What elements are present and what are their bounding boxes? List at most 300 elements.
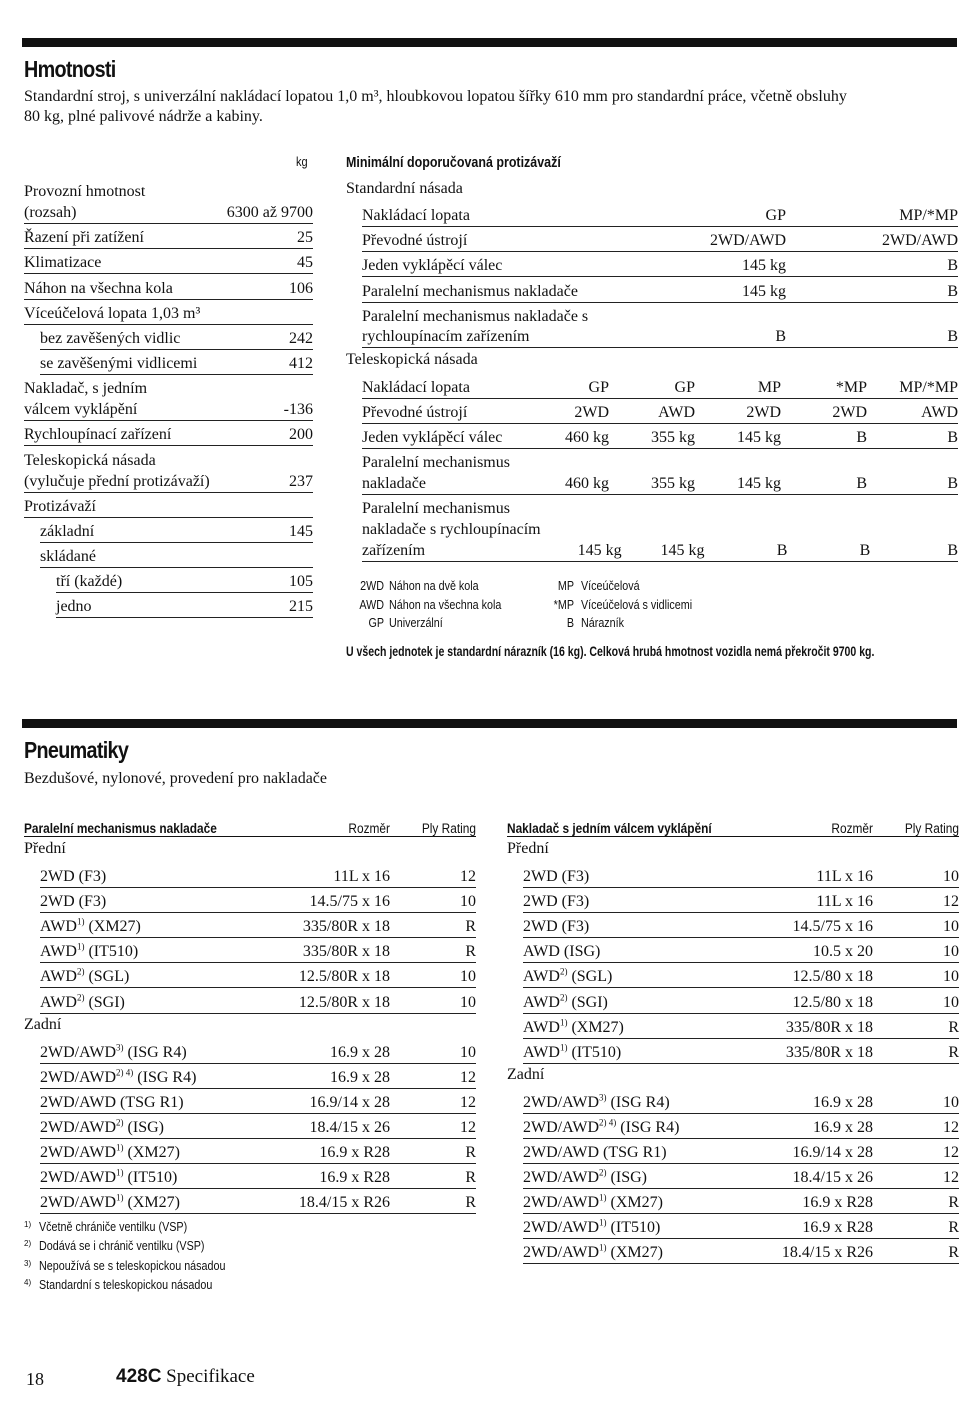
- counterweight-row: [362, 280, 958, 303]
- footnote-key: 3): [24, 1258, 32, 1268]
- counterweight-note: U všech jednotek je standardní nárazník (16 kg). Celková hrubá hmotnost vozidla nemá překročit 9700 kg.: [346, 644, 875, 659]
- telescopic-cell: MP/*MP: [899, 379, 958, 396]
- label-line: Paralelní mechanismus nakladače: [362, 283, 578, 300]
- tires-subtitle: Bezdušové, nylonové, provedení pro nakladače: [24, 770, 328, 787]
- tire-name-suffix: (SGI): [84, 993, 125, 1011]
- tire-name-suffix: (XM27): [123, 1144, 180, 1161]
- tire-row: [40, 915, 476, 938]
- tire-name: [40, 917, 240, 937]
- tire-row: [40, 1166, 476, 1189]
- tire-name: [523, 967, 723, 987]
- tire-name-base: AWD: [523, 1018, 560, 1036]
- gp-value: 145 kg: [742, 257, 786, 274]
- tire-row: [40, 1116, 476, 1139]
- tire-name-suffix: (SGL): [567, 968, 613, 986]
- footnote-text: Včetně chrániče ventilku (VSP): [39, 1220, 188, 1234]
- weights-row-label: Teleskopická násada: [24, 452, 156, 469]
- tire-name: [523, 917, 723, 937]
- telescopic-row-label: [362, 427, 525, 448]
- footnote-text: Standardní s teleskopickou násadou: [39, 1277, 213, 1292]
- label-line: Jeden vyklápěcí válec: [362, 257, 503, 274]
- tire-name-base: 2WD/AWD: [40, 1118, 117, 1136]
- weights-row-label: Náhon na všechna kola: [24, 280, 173, 297]
- ply-rating: 10: [943, 943, 959, 961]
- footnote-ref: 2): [559, 967, 568, 978]
- footnote-ref: 1): [76, 916, 85, 927]
- footer-title: [116, 1366, 255, 1388]
- telescopic-cell: B: [856, 429, 867, 446]
- weights-row: [56, 570, 313, 593]
- tire-name-suffix: (XM27): [606, 1194, 663, 1212]
- ply-rating: 12: [943, 1169, 959, 1187]
- weights-row: [24, 377, 313, 399]
- size-column-header: Rozměr: [348, 821, 390, 836]
- tire-row: [523, 865, 959, 888]
- ply-rating: 10: [943, 1093, 959, 1111]
- mp-value: 2WD/AWD: [881, 232, 958, 249]
- legend-value: Univerzální: [389, 616, 443, 630]
- tire-name: [523, 1093, 723, 1113]
- tire-size: 16.9 x R28: [802, 1219, 873, 1237]
- weights-row-label: jedno: [56, 598, 92, 615]
- tire-table-title: Paralelní mechanismus nakladače: [24, 821, 217, 836]
- counterweight-row-label: [362, 256, 686, 276]
- telescopic-cell: 355 kg: [651, 429, 695, 446]
- tire-row: [40, 965, 476, 988]
- footnote-ref: 1): [599, 1192, 607, 1203]
- weights-row-label: bez zavěšených vidlic: [40, 330, 181, 347]
- tire-name: [523, 1018, 723, 1038]
- telescopic-cell: *MP: [835, 379, 867, 396]
- size-column-header: Rozměr: [831, 821, 873, 836]
- counterweight-row: [362, 229, 958, 252]
- telescopic-cell: 145 kg: [577, 542, 622, 559]
- footnote-ref: 3): [116, 1042, 124, 1053]
- tire-name: [40, 967, 240, 987]
- telescopic-cell: AWD: [658, 404, 695, 421]
- tire-name-suffix: (IT510): [123, 1169, 178, 1187]
- tire-name-base: AWD: [40, 943, 77, 961]
- footnote-text: Nepoužívá se s teleskopickou násadou: [39, 1258, 226, 1273]
- tire-size: 16.9 x 28: [330, 1043, 390, 1061]
- tire-name-suffix: (SGL): [84, 968, 130, 986]
- tire-name-base: 2WD/AWD: [40, 1068, 117, 1086]
- tire-row: [40, 1091, 476, 1114]
- weights-row: [24, 201, 313, 224]
- gp-value: GP: [765, 207, 786, 224]
- tire-name: [523, 892, 723, 912]
- telescopic-cell: B: [856, 475, 867, 492]
- weights-row: [24, 495, 313, 518]
- label-line: Převodné ústrojí: [362, 404, 468, 421]
- tire-name: [523, 1193, 723, 1213]
- ply-rating: R: [948, 1194, 959, 1212]
- tire-row: [40, 1041, 476, 1064]
- tire-size: 16.9 x R28: [319, 1169, 390, 1187]
- weights-row-value: 412: [289, 355, 313, 372]
- tire-name-base: 2WD/AWD: [40, 1043, 117, 1061]
- tire-name-base: AWD: [40, 993, 77, 1011]
- telescopic-cell: B: [947, 542, 958, 559]
- ply-rating: 12: [943, 1144, 959, 1161]
- weights-row: [24, 423, 313, 446]
- tire-name-suffix: (ISG): [123, 1118, 164, 1136]
- ply-rating: R: [465, 1194, 476, 1212]
- tire-row: [523, 1041, 959, 1064]
- weights-row: [40, 352, 313, 375]
- page-number: 18: [26, 1369, 44, 1389]
- tire-name-suffix: (SGI): [567, 993, 608, 1011]
- telescopic-row: [362, 376, 958, 399]
- telescopic-row: [362, 497, 958, 562]
- tire-name-base: 2WD/AWD (TSG R1): [40, 1093, 184, 1111]
- tire-name: [523, 1143, 723, 1163]
- tire-name: [40, 1168, 240, 1188]
- ply-rating: 10: [943, 968, 959, 986]
- tires-heading: Pneumatiky: [24, 737, 129, 763]
- weights-row-label: Nakladač, s jedním: [24, 380, 148, 397]
- telescopic-cell: GP: [674, 379, 695, 396]
- ply-rating: 10: [460, 993, 476, 1011]
- footnote-ref: 1): [599, 1243, 607, 1254]
- footnote-ref: 1): [116, 1192, 124, 1203]
- weights-row-label: Řazení při zatížení: [24, 229, 144, 246]
- telescopic-cell: 460 kg: [565, 429, 609, 446]
- tire-name: [523, 1043, 723, 1063]
- ply-rating: R: [465, 918, 476, 936]
- ply-rating: R: [948, 1018, 959, 1036]
- tire-row: [523, 1091, 959, 1114]
- legend-value: Víceúčelová: [581, 579, 640, 593]
- tire-name: [40, 942, 240, 962]
- weights-row-value: 237: [289, 473, 313, 490]
- ply-rating: 12: [460, 868, 476, 885]
- telescopic-row: [362, 426, 958, 449]
- weights-row-value: 6300 až 9700: [226, 204, 313, 221]
- ply-rating: R: [948, 1244, 959, 1262]
- tire-name-base: AWD: [40, 968, 77, 986]
- legend-value: Nárazník: [581, 616, 625, 630]
- tire-name: [523, 1118, 723, 1138]
- front-heading: Přední: [24, 840, 66, 857]
- weights-row-value: 242: [289, 330, 313, 347]
- tire-table-title: Nakladač s jedním válcem vyklápění: [507, 821, 712, 836]
- ply-rating: 10: [460, 968, 476, 986]
- tire-row: [523, 965, 959, 988]
- telescopic-cell: B: [947, 429, 958, 446]
- tire-name: [523, 942, 723, 962]
- label-line: rychloupínacím zařízením: [362, 328, 530, 345]
- weights-row: [24, 226, 313, 249]
- tire-size: 12.5/80R x 18: [298, 968, 390, 986]
- tire-size: 16.9 x 28: [813, 1093, 873, 1111]
- rear-heading: Zadní: [507, 1065, 545, 1083]
- tire-size: 11L x 16: [816, 893, 873, 911]
- footnote-ref: 2): [116, 1117, 124, 1128]
- tire-size: 335/80R x 18: [785, 1018, 873, 1036]
- weights-row-value: 145: [289, 523, 313, 540]
- tire-name-suffix: (IT510): [84, 943, 139, 961]
- weights-row-label: Víceúčelová lopata 1,03 m³: [24, 305, 201, 322]
- telescopic-row-label: [362, 377, 525, 398]
- counterweight-row-label: [362, 206, 686, 226]
- tire-name-base: 2WD/AWD: [40, 1144, 117, 1161]
- tire-row: [40, 1191, 476, 1214]
- telescopic-cell: 2WD: [832, 404, 867, 421]
- footnote: [24, 1239, 231, 1253]
- ply-rating: 12: [460, 1118, 476, 1136]
- ply-rating: 10: [943, 918, 959, 936]
- telescopic-arm-heading: Teleskopická násada: [346, 351, 478, 368]
- weights-row: [24, 470, 313, 493]
- tire-name-base: 2WD/AWD: [523, 1169, 600, 1187]
- tire-name-base: AWD: [523, 1043, 560, 1061]
- footnote-key: 2): [24, 1239, 32, 1249]
- tire-name-suffix: (ISG R4): [133, 1068, 197, 1086]
- footnote-text: Dodává se i chránič ventilku (VSP): [39, 1239, 205, 1254]
- tire-row: [523, 991, 959, 1014]
- counterweight-row-label: [362, 231, 686, 251]
- tire-name: [40, 993, 240, 1013]
- tire-size: 335/80R x 18: [785, 1043, 873, 1061]
- weights-row-label: Provozní hmotnost: [24, 183, 146, 200]
- weights-row-value: 215: [289, 598, 313, 615]
- telescopic-cell: AWD: [921, 404, 958, 421]
- tire-name-suffix: (XM27): [123, 1194, 180, 1212]
- rear-heading: Zadní: [24, 1015, 62, 1033]
- counterweight-row: [362, 254, 958, 277]
- model-name: 428C: [116, 1366, 162, 1387]
- tire-name: [40, 1118, 240, 1138]
- top-rule: [22, 38, 957, 47]
- weights-row-value: 25: [297, 229, 313, 246]
- label-line: Paralelní mechanismus: [362, 454, 510, 471]
- tire-row: [523, 1116, 959, 1139]
- footnote-ref: 1): [599, 1217, 607, 1228]
- tire-size: 18.4/15 x R26: [298, 1194, 390, 1212]
- tire-size: 18.4/15 x R26: [781, 1244, 873, 1262]
- tire-size: 16.9 x R28: [319, 1144, 390, 1161]
- ply-rating: 12: [943, 1118, 959, 1136]
- legend-key: *MP: [553, 597, 574, 612]
- weights-row-value: 45: [297, 254, 313, 271]
- footnote-ref: 1): [76, 941, 85, 952]
- tire-name-base: 2WD (F3): [523, 868, 590, 885]
- standard-arm-heading: Standardní násada: [346, 180, 463, 197]
- telescopic-cell: MP: [757, 379, 781, 396]
- tire-name-suffix: (ISG): [606, 1169, 647, 1187]
- gp-value: 145 kg: [742, 283, 786, 300]
- front-heading: Přední: [507, 840, 549, 857]
- ply-rating: 10: [943, 993, 959, 1011]
- ply-rating: 10: [943, 868, 959, 885]
- telescopic-cell: GP: [588, 379, 609, 396]
- label-line: nakladače s rychloupínacím: [362, 521, 541, 538]
- tire-size: 11L x 16: [333, 868, 390, 885]
- tire-size: 18.4/15 x 26: [792, 1169, 873, 1187]
- tire-table-header: [507, 814, 959, 837]
- label-line: zařízením: [362, 542, 426, 559]
- tire-name-base: 2WD (F3): [523, 893, 590, 911]
- weights-row-label: (vylučuje přední protizávaží): [24, 473, 210, 490]
- section-rule: [22, 719, 957, 728]
- tire-size: 16.9/14 x 28: [792, 1144, 873, 1161]
- tire-name-suffix: (XM27): [84, 918, 141, 936]
- tire-row: [523, 1166, 959, 1189]
- telescopic-row: [362, 451, 958, 495]
- tire-name-suffix: (XM27): [606, 1244, 663, 1262]
- tire-row: [523, 1141, 959, 1164]
- ply-rating: 12: [460, 1093, 476, 1111]
- weights-row: [24, 251, 313, 274]
- weights-row-value: 105: [289, 573, 313, 590]
- footnote: [24, 1278, 241, 1292]
- mp-value: B: [947, 328, 958, 345]
- weights-row: [24, 398, 313, 421]
- tire-name-suffix: (IT510): [606, 1219, 661, 1237]
- footnote-ref: 2): [559, 992, 568, 1003]
- tire-row: [523, 1216, 959, 1239]
- tire-name-base: 2WD/AWD: [523, 1194, 600, 1212]
- tire-name-base: 2WD/AWD: [523, 1219, 600, 1237]
- footnote-key: 1): [24, 1220, 32, 1229]
- tire-size: 12.5/80 x 18: [792, 968, 873, 986]
- counterweight-title: Minimální doporučovaná protizávaží: [346, 155, 561, 171]
- tire-size: 14.5/75 x 16: [792, 918, 873, 936]
- weights-row-value: 200: [289, 426, 313, 443]
- legend-value: Víceúčelová s vidlicemi: [581, 597, 693, 612]
- weights-row-label: se zavěšenými vidlicemi: [40, 355, 198, 372]
- telescopic-cell: 145 kg: [737, 475, 781, 492]
- tire-row: [40, 1141, 476, 1164]
- weights-row-label: tří (každé): [56, 573, 123, 590]
- label-line: Nakládací lopata: [362, 379, 470, 396]
- weights-row-value: 106: [289, 280, 313, 297]
- weights-intro-line-1: Standardní stroj, s univerzální nakládací lopatou 1,0 m³, hloubkovou lopatou šířky 610 mm pro standardní práce, včetně obsluhy: [24, 88, 847, 105]
- weights-row-label: (rozsah): [24, 204, 77, 221]
- ply-rating: R: [465, 1169, 476, 1187]
- tire-row: [40, 991, 476, 1014]
- weights-row-label: Protizávaží: [24, 498, 96, 515]
- tire-size: 12.5/80R x 18: [298, 993, 390, 1011]
- tire-row: [523, 1191, 959, 1214]
- footnote-ref: 2): [599, 1167, 607, 1178]
- tire-name-base: AWD: [40, 918, 77, 936]
- ply-rating: 12: [943, 893, 959, 911]
- weights-row-value: -136: [283, 401, 313, 418]
- tire-row: [523, 890, 959, 913]
- tire-name-base: 2WD/AWD: [40, 1194, 117, 1212]
- footnote-ref: 2) 4): [599, 1117, 617, 1128]
- tire-name-base: 2WD/AWD: [523, 1093, 600, 1111]
- ply-rating: 10: [460, 1043, 476, 1061]
- tire-name: [40, 867, 240, 887]
- tire-name-base: 2WD (F3): [40, 868, 107, 885]
- weights-intro-line-2: 80 kg, plné palivové nádrže a kabiny.: [24, 108, 263, 125]
- tire-size: 335/80R x 18: [302, 943, 390, 961]
- mp-value: MP/*MP: [899, 207, 958, 224]
- tire-row: [523, 1241, 959, 1264]
- ply-column-header: Ply Rating: [904, 821, 959, 836]
- weights-row: [40, 327, 313, 350]
- telescopic-cell: 2WD: [746, 404, 781, 421]
- tire-name: [523, 1218, 723, 1238]
- tire-table-header: [24, 814, 476, 837]
- footnote-ref: 1): [116, 1142, 124, 1153]
- counterweight-row: [362, 305, 958, 348]
- telescopic-row-label: [362, 402, 525, 423]
- telescopic-row-label: [362, 452, 525, 494]
- tire-name-base: AWD: [523, 993, 560, 1011]
- telescopic-cell: 2WD: [574, 404, 609, 421]
- gp-value: 2WD/AWD: [709, 232, 786, 249]
- tire-name: [40, 1043, 240, 1063]
- weights-row-label: válcem vyklápění: [24, 401, 138, 418]
- tire-row: [40, 865, 476, 888]
- tire-row: [523, 915, 959, 938]
- label-line: nakladače: [362, 475, 426, 492]
- telescopic-cell: 145 kg: [660, 542, 705, 559]
- mp-value: B: [947, 257, 958, 274]
- tire-name-base: 2WD/AWD (TSG R1): [523, 1144, 667, 1161]
- label-line: Jeden vyklápěcí válec: [362, 429, 503, 446]
- footnote: [24, 1220, 211, 1234]
- tire-size: 18.4/15 x 26: [309, 1118, 390, 1136]
- legend-key: 2WD: [360, 579, 384, 593]
- tire-name: [40, 1193, 240, 1213]
- ply-rating: R: [948, 1219, 959, 1237]
- legend-value: Náhon na dvě kola: [389, 579, 479, 593]
- tire-size: 16.9 x 28: [813, 1118, 873, 1136]
- label-line: Paralelní mechanismus: [362, 500, 510, 517]
- tire-size: 14.5/75 x 16: [309, 893, 390, 911]
- unit-label: kg: [296, 155, 308, 169]
- footnote: [24, 1259, 256, 1273]
- weights-row: [24, 449, 313, 471]
- footnote-ref: 1): [559, 1017, 568, 1028]
- footnote-ref: 2): [76, 967, 85, 978]
- weights-row-label: Klimatizace: [24, 254, 102, 271]
- tire-size: 16.9/14 x 28: [309, 1093, 390, 1111]
- tire-name: [523, 1168, 723, 1188]
- tire-name: [523, 867, 723, 887]
- tire-name: [40, 892, 240, 912]
- weights-row: [24, 180, 313, 202]
- telescopic-cell: 355 kg: [651, 475, 695, 492]
- tire-name-base: AWD: [523, 968, 560, 986]
- tire-name-base: 2WD/AWD: [523, 1118, 600, 1136]
- mp-value: B: [947, 283, 958, 300]
- weights-row: [56, 595, 313, 618]
- ply-rating: R: [465, 1144, 476, 1161]
- tire-name-suffix: (IT510): [567, 1043, 622, 1061]
- tire-row: [40, 1066, 476, 1089]
- telescopic-cell: 460 kg: [565, 475, 609, 492]
- tire-name: [40, 1143, 240, 1163]
- tire-row: [40, 890, 476, 913]
- telescopic-row-label: [362, 498, 541, 561]
- tire-name-suffix: (ISG R4): [606, 1093, 670, 1111]
- label-line: Převodné ústrojí: [362, 232, 468, 249]
- counterweight-row-label: [362, 282, 686, 302]
- tire-row: [523, 940, 959, 963]
- tire-name-base: 2WD (F3): [40, 893, 107, 911]
- tire-name-base: AWD (ISG): [523, 943, 601, 961]
- tire-size: 11L x 16: [816, 868, 873, 885]
- tire-name-base: 2WD/AWD: [40, 1169, 117, 1187]
- weights-heading: Hmotnosti: [24, 56, 116, 82]
- tire-size: 12.5/80 x 18: [792, 993, 873, 1011]
